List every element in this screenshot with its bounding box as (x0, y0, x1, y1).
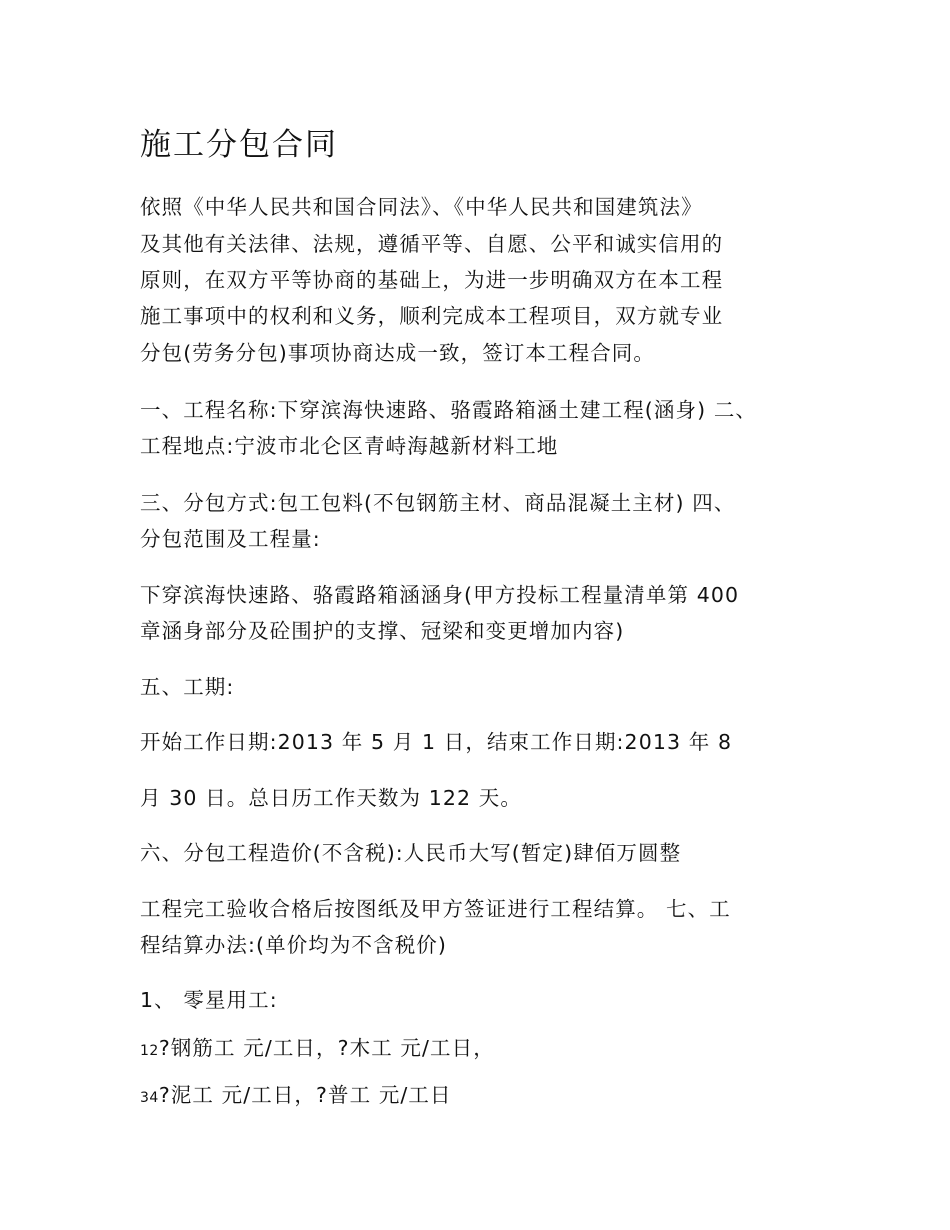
section-schedule-heading: 五、工期: (140, 675, 235, 699)
labor-rate-row (140, 1034, 495, 1065)
schedule-dates-line-2: 月 30 日。总日历工作天数为 122 天。 (140, 786, 522, 810)
section-subcontract-method: 三、分包方式:包工包料(不包钢筋主材、商品混凝土主材) 四、 (140, 491, 736, 515)
scope-line-1: 下穿滨海快速路、骆霞路箱涵涵身(甲方投标工程量清单第 400 (140, 583, 740, 607)
section-contract-price: 六、分包工程造价(不含税):人民币大写(暂定)肆佰万圆整 (140, 841, 682, 865)
intro-line-3: 原则，在双方平等协商的基础上，为进一步明确双方在本工程 (140, 268, 724, 292)
scope-line-2: 章涵身部分及砼围护的支撑、冠梁和变更增加内容) (140, 619, 625, 643)
section-subcontract-scope-heading: 分包范围及工程量: (140, 527, 321, 551)
settlement-line-2: 程结算办法:(单价均为不含税价) (140, 933, 448, 957)
item-casual-labor-heading: 1、 零星用工: (140, 988, 278, 1012)
intro-line-5: 分包(劳务分包)事项协商达成一致，签订本工程合同。 (140, 341, 655, 365)
labor-row-text: ?泥工 元/工日，?普工 元/工日 (158, 1083, 452, 1107)
intro-line-1: 依照《中华人民共和国合同法》、《中华人民共和国建筑法》 (140, 195, 703, 219)
labor-row-text: ?钢筋工 元/工日，?木工 元/工日， (158, 1036, 495, 1060)
settlement-line-1: 工程完工验收合格后按图纸及甲方签证进行工程结算。 七、工 (140, 897, 731, 921)
section-project-location: 工程地点:宁波市北仑区青峙海越新材料工地 (140, 434, 559, 458)
document-title: 施工分包合同 (140, 127, 338, 163)
schedule-dates-line-1: 开始工作日期:2013 年 5 月 1 日，结束工作日期:2013 年 8 (140, 730, 733, 754)
intro-line-4: 施工事项中的权利和义务，顺利完成本工程项目，双方就专业 (140, 304, 724, 328)
section-project-name: 一、工程名称:下穿滨海快速路、骆霞路箱涵土建工程(涵身) 二、 (140, 398, 758, 422)
labor-row-prefix: 12 (140, 1043, 159, 1059)
labor-row-prefix: 34 (140, 1090, 159, 1106)
labor-rate-row (140, 1081, 452, 1112)
intro-line-2: 及其他有关法律、法规，遵循平等、自愿、公平和诚实信用的 (140, 232, 724, 256)
